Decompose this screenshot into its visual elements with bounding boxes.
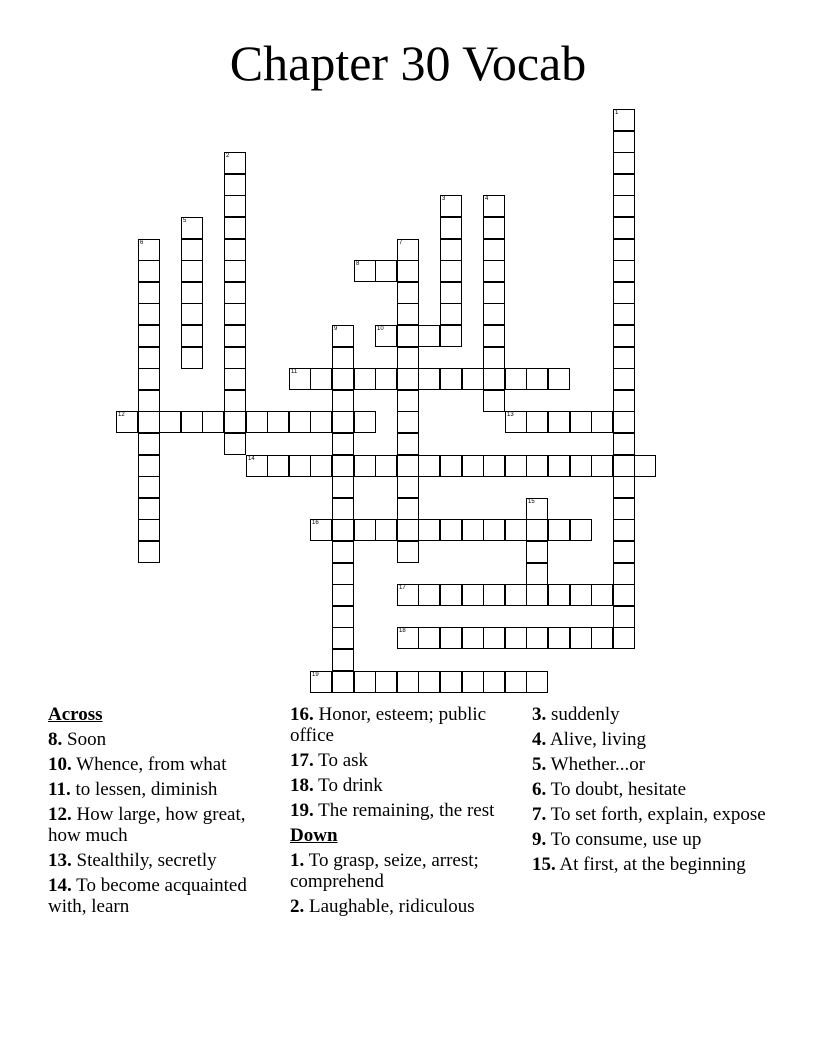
grid-cell [613,476,635,498]
clue-number: 19 [312,672,319,678]
grid-cell [418,584,440,606]
grid-cell [483,347,505,369]
grid-cell [332,411,354,433]
grid-cell [418,368,440,390]
grid-cell [375,455,397,477]
grid-cell [526,368,548,390]
grid-cell [613,131,635,153]
clue-number: 16 [312,520,319,526]
grid-cell [634,455,656,477]
clue-down-9: 9. To consume, use up [532,829,702,850]
clue-number: 17 [399,585,406,591]
grid-cell [375,260,397,282]
grid-cell [483,303,505,325]
grid-cell [332,671,354,693]
grid-cell [418,627,440,649]
grid-cell [397,671,419,693]
clue-number: 10 [377,326,384,332]
clue-number: 14 [248,456,255,462]
grid-cell [397,368,419,390]
grid-cell [397,325,419,347]
grid-cell [613,152,635,174]
grid-cell [440,195,462,217]
grid-cell [138,433,160,455]
clue-number: 8 [356,261,360,267]
down-heading: Down [290,825,338,846]
clue-number: 9 [334,326,338,332]
grid-cell [310,671,332,693]
grid-cell [613,498,635,520]
grid-cell [505,627,527,649]
grid-cell [246,411,268,433]
grid-cell [332,627,354,649]
grid-cell [138,476,160,498]
grid-cell [440,627,462,649]
grid-cell [375,368,397,390]
grid-cell [613,368,635,390]
grid-cell [526,519,548,541]
grid-cell [483,627,505,649]
grid-cell [181,325,203,347]
grid-cell [591,455,613,477]
grid-cell [397,260,419,282]
across-heading: Across [48,704,103,725]
grid-cell [462,368,484,390]
grid-cell [332,325,354,347]
grid-cell [224,325,246,347]
grid-cell [224,411,246,433]
grid-cell [483,390,505,412]
grid-cell [375,671,397,693]
grid-cell [483,519,505,541]
grid-cell [332,347,354,369]
grid-cell [483,368,505,390]
grid-cell [613,260,635,282]
grid-cell [375,325,397,347]
grid-cell [397,455,419,477]
grid-cell [570,411,592,433]
grid-cell [181,303,203,325]
grid-cell [570,519,592,541]
grid-cell [397,519,419,541]
grid-cell [354,260,376,282]
page-title: Chapter 30 Vocab [229,35,587,91]
grid-cell [483,455,505,477]
grid-cell [397,239,419,261]
grid-cell [440,282,462,304]
clue-number: 18 [399,628,406,634]
grid-cell [613,239,635,261]
grid-cell [418,325,440,347]
grid-cell [267,411,289,433]
clue-down-4: 4. Alive, living [532,729,647,750]
clue-number: 15 [528,499,535,505]
grid-cell [483,282,505,304]
grid-cell [526,541,548,563]
grid-cell [224,368,246,390]
grid-cell [526,455,548,477]
grid-cell [613,563,635,585]
grid-cell [613,217,635,239]
grid-cell [138,239,160,261]
grid-cell [332,584,354,606]
clue-number: 12 [118,412,125,418]
grid-cell [440,455,462,477]
grid-cell [332,390,354,412]
grid-cell [224,174,246,196]
clue-down-3: 3. suddenly [532,704,620,725]
grid-cell [526,411,548,433]
grid-cell [310,519,332,541]
grid-cell [332,519,354,541]
grid-cell [418,671,440,693]
grid-cell [462,519,484,541]
grid-cell [138,390,160,412]
grid-cell [613,109,635,131]
grid-cell [138,541,160,563]
grid-cell [548,411,570,433]
grid-cell [591,584,613,606]
clue-across-19: 19. The remaining, the rest [290,800,495,821]
grid-cell [354,368,376,390]
clue-across-14: 14. To become acquainted with, learn [48,875,247,917]
grid-cell [613,433,635,455]
clue-across-18: 18. To drink [290,775,383,796]
grid-cell [181,347,203,369]
grid-cell [181,282,203,304]
clue-across-10: 10. Whence, from what [48,754,227,775]
grid-cell [440,519,462,541]
grid-cell [138,325,160,347]
grid-cell [483,239,505,261]
grid-cell [289,368,311,390]
clue-number: 1 [615,110,619,116]
grid-cell [462,584,484,606]
grid-cell [591,627,613,649]
grid-cell [397,347,419,369]
grid-cell [526,498,548,520]
grid-cell [483,325,505,347]
clue-number: 4 [485,196,489,202]
grid-cell [613,282,635,304]
clue-down-15: 15. At first, at the beginning [532,854,746,875]
grid-cell [483,671,505,693]
grid-cell [613,195,635,217]
grid-cell [138,368,160,390]
grid-cell [224,217,246,239]
grid-cell [505,411,527,433]
clue-across-13: 13. Stealthily, secretly [48,850,217,871]
grid-cell [526,584,548,606]
grid-cell [483,195,505,217]
grid-cell [483,217,505,239]
clue-number: 11 [291,369,298,375]
grid-cell [613,347,635,369]
grid-cell [548,584,570,606]
grid-cell [138,455,160,477]
grid-cell [332,476,354,498]
grid-cell [397,390,419,412]
grid-cell [224,282,246,304]
grid-cell [332,455,354,477]
grid-cell [332,541,354,563]
grid-cell [332,433,354,455]
grid-cell [224,260,246,282]
clue-across-16: 16. Honor, esteem; public office [290,704,487,746]
grid-cell [116,411,138,433]
grid-cell [591,411,613,433]
grid-cell [613,303,635,325]
grid-cell [181,239,203,261]
grid-cell [440,368,462,390]
grid-cell [613,455,635,477]
grid-cell [397,433,419,455]
clue-down-5: 5. Whether...or [532,754,646,775]
grid-cell [332,563,354,585]
clue-column-2 [290,704,512,921]
grid-cell [526,627,548,649]
grid-cell [332,649,354,671]
grid-cell [462,455,484,477]
grid-cell [440,217,462,239]
grid-cell [505,584,527,606]
clue-across-11: 11. to lessen, diminish [48,779,218,800]
grid-cell [397,282,419,304]
grid-cell [375,519,397,541]
grid-cell [224,152,246,174]
grid-cell [483,584,505,606]
grid-cell [526,671,548,693]
grid-cell [224,433,246,455]
grid-cell [440,303,462,325]
clue-across-12: 12. How large, how great, how much [48,804,246,846]
grid-cell [397,541,419,563]
clue-across-17: 17. To ask [290,750,369,771]
grid-cell [332,498,354,520]
grid-cell [159,411,181,433]
grid-cell [440,239,462,261]
grid-cell [181,217,203,239]
grid-cell [397,303,419,325]
clue-number: 2 [226,153,230,159]
grid-cell [138,498,160,520]
grid-cell [440,671,462,693]
grid-cell [505,519,527,541]
grid-cell [483,260,505,282]
grid-cell [224,347,246,369]
grid-cell [354,455,376,477]
clue-column-3 [532,704,772,879]
clue-number: 6 [140,240,144,246]
grid-cell [224,239,246,261]
grid-cell [613,411,635,433]
clue-across-8: 8. Soon [48,729,107,750]
grid-cell [267,455,289,477]
clue-down-6: 6. To doubt, hesitate [532,779,687,800]
grid-cell [181,411,203,433]
grid-cell [397,411,419,433]
grid-cell [613,174,635,196]
grid-cell [613,627,635,649]
clue-down-1: 1. To grasp, seize, arrest; comprehend [290,850,479,892]
grid-cell [613,390,635,412]
grid-cell [310,455,332,477]
grid-cell [462,627,484,649]
grid-cell [613,584,635,606]
grid-cell [138,260,160,282]
grid-cell [289,411,311,433]
clue-down-2: 2. Laughable, ridiculous [290,896,475,917]
grid-cell [332,606,354,628]
grid-cell [440,325,462,347]
grid-cell [202,411,224,433]
clue-number: 13 [507,412,514,418]
clue-number: 3 [442,196,446,202]
grid-cell [570,455,592,477]
grid-cell [440,260,462,282]
grid-cell [418,519,440,541]
grid-cell [613,606,635,628]
grid-cell [224,303,246,325]
grid-cell [354,671,376,693]
grid-cell [548,519,570,541]
grid-cell [548,627,570,649]
grid-cell [418,455,440,477]
grid-cell [310,368,332,390]
grid-cell [440,584,462,606]
grid-cell [138,519,160,541]
grid-cell [246,455,268,477]
grid-cell [397,476,419,498]
grid-cell [354,519,376,541]
grid-cell [613,519,635,541]
grid-cell [505,455,527,477]
grid-cell [548,455,570,477]
grid-cell [397,627,419,649]
grid-cell [526,563,548,585]
grid-cell [224,195,246,217]
clue-number: 5 [183,218,187,224]
grid-cell [181,260,203,282]
grid-cell [289,455,311,477]
grid-cell [224,390,246,412]
grid-cell [397,498,419,520]
grid-cell [570,627,592,649]
grid-cell [613,541,635,563]
clue-number: 7 [399,240,403,246]
grid-cell [397,584,419,606]
grid-cell [138,347,160,369]
grid-cell [462,671,484,693]
grid-cell [354,411,376,433]
clue-down-7: 7. To set forth, explain, expose [532,804,766,825]
grid-cell [548,368,570,390]
grid-cell [505,671,527,693]
grid-cell [505,368,527,390]
grid-cell [570,584,592,606]
grid-cell [138,411,160,433]
grid-cell [332,368,354,390]
clue-column-1 [48,704,270,921]
grid-cell [138,303,160,325]
grid-cell [613,325,635,347]
grid-cell [138,282,160,304]
grid-cell [310,411,332,433]
